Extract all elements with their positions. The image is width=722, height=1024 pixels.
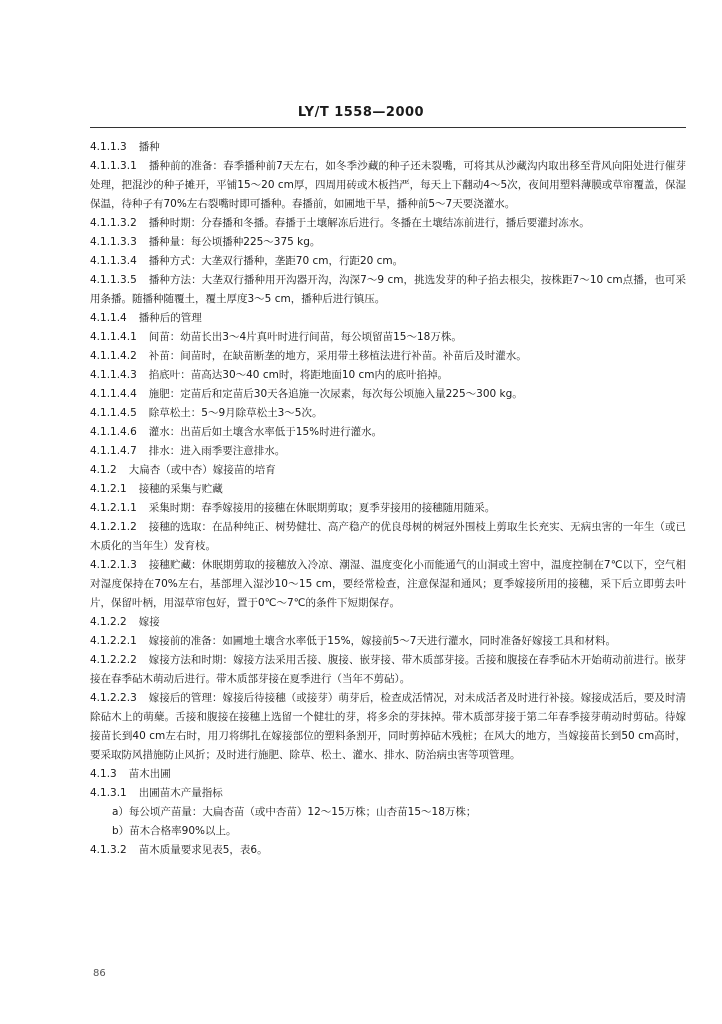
section-number: 4.1.1.3.5 (90, 274, 137, 286)
section-number: 4.1.1.4 (90, 312, 127, 324)
section-number: 4.1.2.2.1 (90, 635, 137, 647)
paragraph (90, 157, 686, 214)
paragraph (90, 518, 686, 556)
section-number: 4.1.2.2 (90, 616, 127, 628)
paragraph (90, 556, 686, 613)
section-number: 4.1.1.4.6 (90, 426, 137, 438)
page-number: 86 (93, 968, 106, 979)
section-number: 4.1.1.4.4 (90, 388, 137, 400)
paragraph (90, 803, 686, 822)
paragraph (90, 822, 686, 841)
document-body (90, 138, 686, 860)
paragraph (90, 404, 686, 423)
paragraph (90, 784, 686, 803)
paragraph-text: 大扁杏（或中杏）嫁接苗的培育 (128, 464, 276, 476)
paragraph-text: 接穗的采集与贮藏 (138, 483, 223, 495)
section-number: 4.1.2.2.3 (90, 692, 137, 704)
section-number: 4.1.1.3.4 (90, 255, 137, 267)
paragraph-text: 播种方式：大垄双行播种，垄距70 cm，行距20 cm。 (148, 255, 404, 267)
paragraph (90, 328, 686, 347)
paragraph-text: 播种前的准备：春季播种前7天左右，如冬季沙藏的种子还未裂嘴，可将其从沙藏沟内取出移至背风向阳处进行催芽处理，把混沙的种子摊开，平铺15～20 cm厚，四周用砖或木板挡严，每天上下翻动4～5次，夜间用塑料薄膜或草帘覆盖，保湿保温，待种子有70%左右裂嘴时即可播种。春播前，如圃地干旱，播种前5～7天要浇灌水。 (90, 160, 686, 210)
paragraph-text: 嫁接方法和时期：嫁接方法采用舌接、腹接、嵌芽接、带木质部芽接。舌接和腹接在春季砧木开始萌动前进行。嵌芽接在春季砧木萌动后进行。带木质部芽接在夏季进行（当年不剪砧）。 (90, 654, 686, 685)
section-number: 4.1.3 (90, 768, 117, 780)
paragraph-text: 灌水：出苗后如土壤含水率低于15%时进行灌水。 (148, 426, 383, 438)
paragraph (90, 841, 686, 860)
section-number: 4.1.2 (90, 464, 117, 476)
section-number: 4.1.1.3.3 (90, 236, 137, 248)
paragraph (90, 347, 686, 366)
section-number: 4.1.1.4.5 (90, 407, 137, 419)
section-number: 4.1.1.3.2 (90, 217, 137, 229)
paragraph (90, 366, 686, 385)
paragraph (90, 309, 686, 328)
section-number: 4.1.1.3 (90, 141, 127, 153)
section-number: 4.1.1.4.2 (90, 350, 137, 362)
paragraph-text: 接穗贮藏：休眠期剪取的接穗放入冷凉、潮湿、温度变化小而能通气的山洞或土窖中，温度控制在7℃以下，空气相对湿度保持在70%左右，基部埋入湿沙10～15 cm，要经常检查，注意保湿和通风；夏季嫁接所用的接穗，采下后立即剪去叶片，保留叶柄，用湿草帘包好，置于0℃～7℃的条件下短期保存。 (90, 559, 686, 609)
section-number: 4.1.2.1 (90, 483, 127, 495)
paragraph-text: 间苗：幼苗长出3～4片真叶时进行间苗，每公顷留苗15～18万株。 (148, 331, 462, 343)
section-number: 4.1.2.1.2 (90, 521, 137, 533)
section-number: 4.1.2.2.2 (90, 654, 137, 666)
standard-code-header: LY/T 1558—2000 (297, 105, 425, 120)
paragraph (90, 613, 686, 632)
paragraph-text: 播种量：每公顷播种225～375 kg。 (148, 236, 321, 248)
paragraph-text: 排水：进入雨季要注意排水。 (148, 445, 286, 457)
paragraph (90, 442, 686, 461)
paragraph (90, 214, 686, 233)
section-number: 4.1.1.3.1 (90, 160, 137, 172)
paragraph-text: 播种后的管理 (138, 312, 202, 324)
paragraph-text: 嫁接前的准备：如圃地土壤含水率低于15%，嫁接前5～7天进行灌水，同时准备好嫁接工具和材料。 (148, 635, 616, 647)
paragraph-text: 嫁接 (138, 616, 160, 628)
paragraph-text: 补苗：间苗时，在缺苗断垄的地方，采用带土移植法进行补苗。补苗后及时灌水。 (148, 350, 527, 362)
paragraph-text: 出圃苗木产量指标 (138, 787, 223, 799)
section-number: 4.1.1.4.1 (90, 331, 137, 343)
section-number: 4.1.1.4.7 (90, 445, 137, 457)
paragraph (90, 765, 686, 784)
paragraph-text: 播种 (138, 141, 160, 153)
paragraph-text: 掐底叶：苗高达30～40 cm时，将距地面10 cm内的底叶掐掉。 (148, 369, 449, 381)
paragraph-text: a）每公顷产苗量：大扁杏苗（或中杏苗）12～15万株；山杏苗15～18万株； (112, 806, 477, 818)
paragraph (90, 651, 686, 689)
paragraph-text: b）苗木合格率90%以上。 (112, 825, 237, 837)
paragraph-text: 嫁接后的管理：嫁接后待接穗（或接芽）萌芽后，检查成活情况，对未成活者及时进行补接。嫁接成活后，要及时清除砧木上的萌蘖。舌接和腹接在接穗上选留一个健壮的芽，将多余的芽抹掉。带木质部芽接于第二年春季接芽萌动时剪砧。待嫁接苗长到40 cm左右时，用刀将绑扎在嫁接部位的塑料条割开，同时剪掉砧木残桩；在风大的地方，当嫁接苗长到50 cm高时，要采取防风措施防止风折；及时进行施肥、除草、松土、灌水、排水、防治病虫害等项管理。 (90, 692, 686, 761)
paragraph-text: 播种方法：大垄双行播种用开沟器开沟，沟深7～9 cm，挑选发芽的种子掐去根尖，按株距7～10 cm点播，也可采用条播。随播种随覆土，覆土厚度3～5 cm，播种后进行镇压。 (90, 274, 686, 305)
section-number: 4.1.3.1 (90, 787, 127, 799)
paragraph (90, 461, 686, 480)
paragraph (90, 233, 686, 252)
paragraph (90, 385, 686, 404)
paragraph (90, 271, 686, 309)
paragraph-text: 播种时期：分春播和冬播。春播于土壤解冻后进行。冬播在土壤结冻前进行，播后要灌封冻水。 (148, 217, 590, 229)
section-number: 4.1.3.2 (90, 844, 127, 856)
paragraph (90, 480, 686, 499)
paragraph-text: 接穗的选取：在品种纯正、树势健壮、高产稳产的优良母树的树冠外围枝上剪取生长充实、无病虫害的一年生（或已木质化的当年生）发育枝。 (90, 521, 686, 552)
paragraph (90, 252, 686, 271)
paragraph (90, 138, 686, 157)
paragraph-text: 除草松土：5～9月除草松土3～5次。 (148, 407, 323, 419)
paragraph-text: 施肥：定苗后和定苗后30天各追施一次尿素，每次每公顷施入量225～300 kg。 (148, 388, 523, 400)
paragraph-text: 苗木出圃 (128, 768, 171, 780)
section-number: 4.1.2.1.1 (90, 502, 137, 514)
paragraph-text: 采集时期：春季嫁接用的接穗在休眠期剪取；夏季芽接用的接穗随用随采。 (148, 502, 496, 514)
section-number: 4.1.1.4.3 (90, 369, 137, 381)
section-number: 4.1.2.1.3 (90, 559, 137, 571)
paragraph (90, 423, 686, 442)
paragraph (90, 632, 686, 651)
paragraph-text: 苗木质量要求见表5，表6。 (138, 844, 268, 856)
paragraph (90, 499, 686, 518)
paragraph (90, 689, 686, 765)
header-rule (90, 127, 686, 128)
